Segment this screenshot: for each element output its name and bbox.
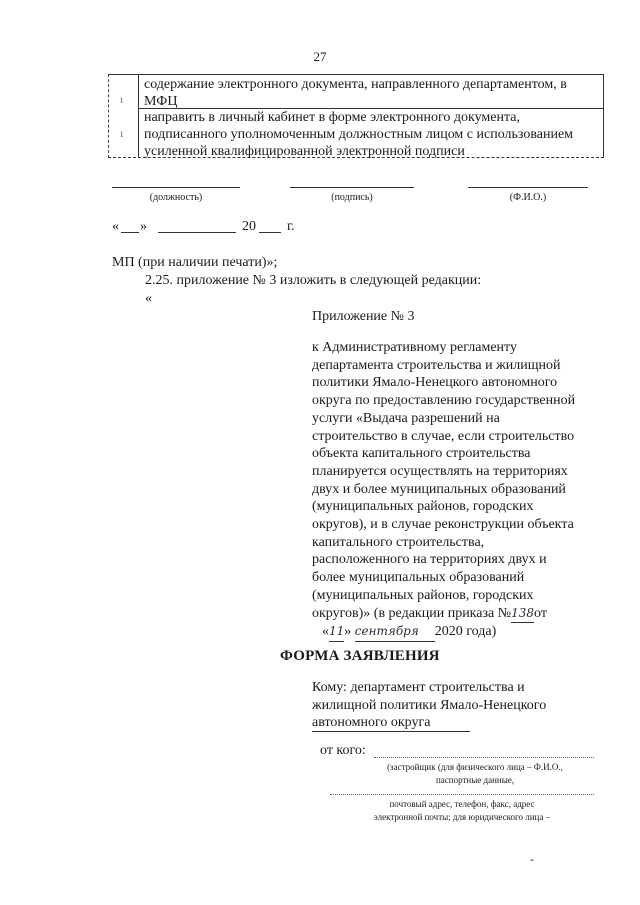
- table-row-2: [144, 109, 573, 160]
- recipient-line: жилищной политики Ямало-Ненецкого: [312, 697, 547, 713]
- table-top-border: [108, 74, 604, 75]
- signature-line-signature: [290, 187, 414, 188]
- date-day-blank: [121, 232, 139, 233]
- table-right-border: [603, 74, 604, 158]
- mp-line: МП (при наличии печати)»;: [112, 255, 278, 270]
- appendix-line: политики Ямало-Ненецкого автономного: [312, 375, 558, 391]
- label-position: (должность): [149, 192, 203, 203]
- appendix-line: капитального строительства,: [312, 534, 485, 550]
- table-left-border: [108, 74, 109, 158]
- table-row-line: подписанного уполномоченным должностным лицом с использованием: [144, 127, 574, 142]
- appendix-line: департамента строительства и жилищной: [312, 357, 561, 373]
- appendix-date-line: [312, 623, 612, 642]
- table-fragment: [108, 74, 604, 158]
- table-row-line: направить в личный кабинет в форме электронного документа,: [144, 110, 520, 125]
- label-fio: (Ф.И.О.): [509, 192, 547, 203]
- appendix-line: более муниципальных образований: [312, 570, 525, 586]
- appendix-line: округов)» (в редакции приказа №: [312, 605, 512, 621]
- table-row-line: содержание электронного документа, направленного департаментом, в: [144, 77, 567, 92]
- from-hint-3: почтовый адрес, телефон, факс, адрес: [389, 799, 535, 809]
- appendix-line: (муниципальных районов, городских: [312, 499, 534, 515]
- from-hint-4: электронной почты; для юридического лица –: [373, 812, 551, 822]
- handwritten-order-number: 138: [511, 605, 534, 624]
- table-row-line: усиленной квалифицированной электронной подписи: [144, 144, 465, 159]
- appendix-line: объекта капитального строительства: [312, 446, 531, 462]
- recipient-line: Кому: департамент строительства и: [312, 680, 525, 695]
- date-month-blank: [158, 232, 236, 233]
- date-open: «: [322, 624, 329, 640]
- handwritten-month: сентября: [355, 623, 435, 642]
- order-ot: от: [534, 605, 547, 621]
- stray-mark: -: [530, 852, 534, 866]
- page-number: 27: [313, 49, 327, 64]
- table-column-divider: [138, 74, 139, 158]
- table-row-1: [144, 76, 567, 110]
- date-year-suffix: г.: [287, 219, 295, 234]
- from-label: от кого:: [320, 743, 366, 758]
- date-close-quote: »: [140, 219, 147, 234]
- handwritten-day: 11: [329, 623, 344, 642]
- date-close: »: [344, 624, 352, 640]
- date-year-blank: [259, 232, 281, 233]
- appendix-line: расположенного на территориях двух и: [312, 552, 547, 568]
- from-hint-1: (застройщик (для физического лица – Ф.И.О.,: [387, 762, 563, 772]
- appendix-line: к Административному регламенту: [312, 340, 517, 355]
- from-line-1: [374, 757, 594, 758]
- appendix-line: двух и более муниципальных образований: [312, 481, 566, 497]
- signature-line-position: [112, 187, 240, 188]
- opening-quote: «: [145, 291, 152, 306]
- item-2-25: 2.25. приложение № 3 изложить в следующей редакции:: [145, 273, 482, 288]
- appendix-line: планируется осуществлять на территориях: [312, 463, 568, 479]
- date-open-quote: «: [112, 219, 119, 234]
- recipient-underline: [312, 731, 470, 732]
- from-line-2: [330, 794, 594, 795]
- recipient-block: [312, 679, 612, 732]
- appendix-line: (муниципальных районов, городских: [312, 587, 534, 603]
- form-title: ФОРМА ЗАЯВЛЕНИЯ: [280, 648, 440, 664]
- appendix-order-line: [312, 605, 612, 624]
- appendix-text: [312, 339, 612, 642]
- signature-line-fio: [468, 187, 588, 188]
- appendix-title: Приложение № 3: [312, 309, 415, 324]
- appendix-line: строительство в случае, если строительство: [312, 428, 575, 444]
- table-row-line: МФЦ: [144, 94, 178, 109]
- table-mark: ı: [120, 92, 124, 106]
- recipient-line: автономного округа: [312, 715, 431, 731]
- table-mark: ı: [120, 126, 124, 140]
- appendix-line: округа по предоставлению государственной: [312, 393, 576, 409]
- appendix-line: округов), и в случае реконструкции объекта: [312, 517, 574, 533]
- appendix-line: услуги «Выдача разрешений на: [312, 410, 500, 426]
- date-year-prefix: 20: [242, 219, 256, 234]
- label-signature: (подпись): [331, 192, 373, 203]
- from-hint-2: паспортные данные,: [435, 775, 515, 785]
- date-year: 2020 года): [434, 624, 497, 640]
